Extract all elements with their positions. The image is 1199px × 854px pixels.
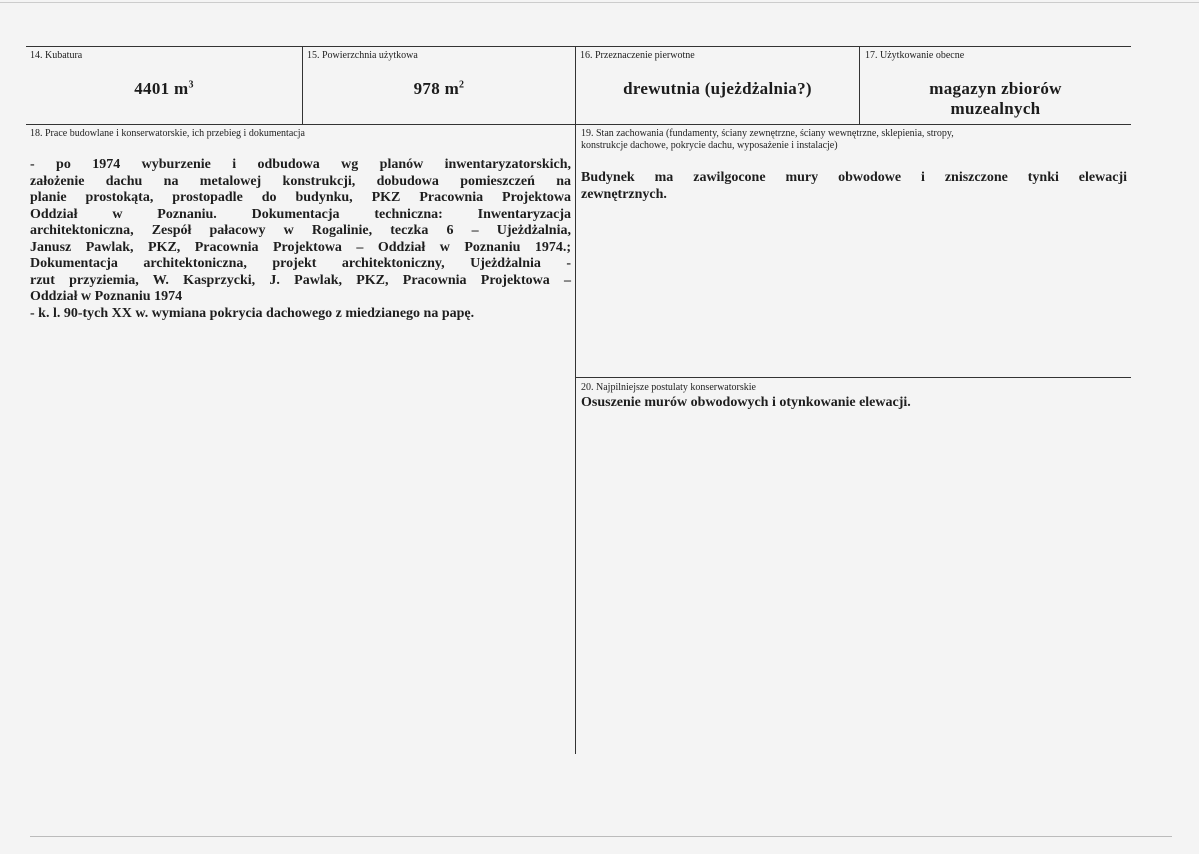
row-line-top bbox=[26, 46, 1131, 47]
field-19-label: 19. Stan zachowania (fundamenty, ściany zewnętrzne, ściany wewnętrzne, sklepienia, stropy, konstrukcje dachowe, pokrycie dachu, wyposażenie i instalacje) bbox=[581, 128, 954, 151]
field-14-value: 4401 $m^3$ bbox=[134, 79, 194, 98]
field-18-text: - po 1974 wyburzenie i odbudowa wg planów inwentaryzatorskich, założenie dachu na metalowej konstrukcji, dobudowa pomieszczeń na planie prostokąta, prostopadle do budynku, PKZ Pracownia Projektowa Oddział w Poznaniu. Dokumentacja techniczna: Inwentaryzacja architektoniczna, Zespół pałacowy w Rogalinie, teczka 6 – Ujeżdżalnia, Janusz Pawlak, PKZ, Pracownia Projektowa – Oddział w Poznaniu 1974.; Dokumentacja architektoniczna, projekt architektoniczny, Ujeżdżalnia - rzut przyziemia, W. Kasprzycki, J. Pawlak, PKZ, Pracownia Projektowa – Oddział w Poznaniu 1974 - k. l. 90-tych XX w. wymiana pokrycia dachowego z miedzianego na papę. bbox=[30, 157, 571, 321]
scan-edge-top bbox=[0, 2, 1199, 3]
field-20-text: Osuszenie murów obwodowych i otynkowanie elewacji. bbox=[581, 395, 911, 410]
row-line-3 bbox=[576, 377, 1131, 378]
col-line-2 bbox=[575, 46, 576, 754]
field-16-label: 16. Przeznaczenie pierwotne bbox=[580, 50, 695, 61]
field-15-label: 15. Powierzchnia użytkowa bbox=[307, 50, 418, 61]
field-15-value: 978 $m^2$ bbox=[413, 79, 465, 98]
field-20-label: 20. Najpilniejsze postulaty konserwatorskie bbox=[581, 382, 756, 393]
field-17-label: 17. Użytkowanie obecne bbox=[865, 50, 965, 61]
field-17-value: magazyn zbiorów muzealnych bbox=[929, 79, 1062, 118]
field-18-label: 18. Prace budowlane i konserwatorskie, ich przebieg i dokumentacja bbox=[30, 128, 305, 139]
field-19-text: Budynek ma zawilgocone mury obwodowe i zniszczone tynki elewacji zewnętrznych. bbox=[581, 170, 1127, 202]
field-16-value: drewutnia (ujeżdżalnia?) bbox=[623, 79, 812, 98]
row-line-2 bbox=[26, 124, 1131, 125]
field-14-label: 14. Kubatura bbox=[30, 50, 83, 61]
scan-edge-bottom bbox=[30, 836, 1172, 837]
